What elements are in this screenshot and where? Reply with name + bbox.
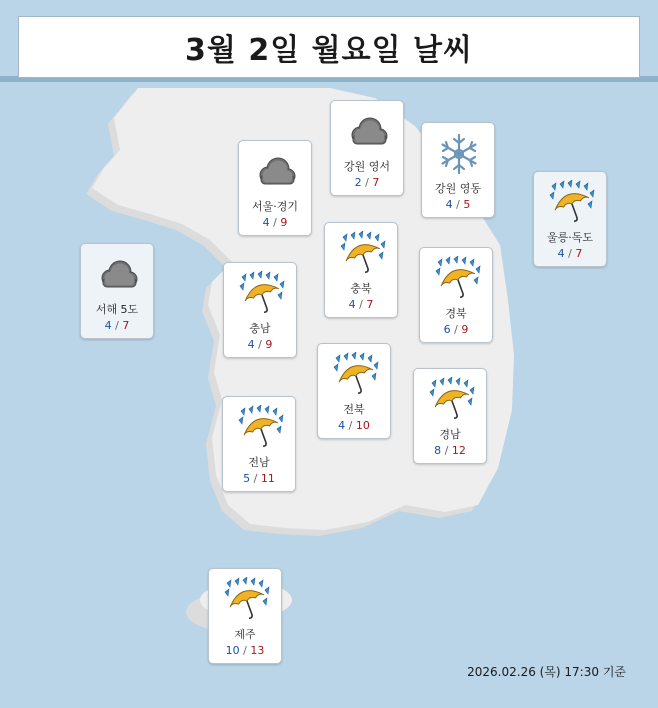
temp-separator: /	[365, 176, 369, 189]
region-temps	[224, 338, 296, 351]
low-temp: 4	[247, 338, 255, 351]
rain-umbrella-icon	[337, 231, 387, 277]
rain-umbrella-icon	[236, 271, 286, 317]
region-temps	[318, 419, 390, 432]
region-card-gyeongnam	[413, 368, 487, 464]
region-card-ulleung-dokdo	[533, 171, 607, 267]
snowflake-icon	[434, 131, 484, 177]
region-name: 울릉·독도	[546, 231, 593, 244]
region-temps	[331, 176, 403, 189]
low-temp: 4	[445, 198, 453, 211]
region-temps	[534, 247, 606, 260]
region-name: 충남	[249, 322, 271, 335]
region-temps	[223, 472, 295, 485]
rain-umbrella-icon	[432, 256, 482, 302]
region-card-jeju	[208, 568, 282, 664]
low-temp: 4	[557, 247, 565, 260]
temp-separator: /	[243, 644, 247, 657]
low-temp: 4	[338, 419, 346, 432]
low-temp: 2	[354, 176, 362, 189]
high-temp: 9	[265, 338, 273, 351]
region-temps	[325, 298, 397, 311]
region-temps	[209, 644, 281, 657]
high-temp: 5	[463, 198, 471, 211]
high-temp: 7	[575, 247, 583, 260]
region-name: 제주	[234, 628, 256, 641]
high-temp: 7	[372, 176, 380, 189]
temp-separator: /	[115, 319, 119, 332]
region-card-jeonnam	[222, 396, 296, 492]
rain-umbrella-icon	[330, 352, 380, 398]
region-name: 강원 영동	[434, 182, 481, 195]
rain-umbrella-icon	[221, 577, 271, 623]
temp-separator: /	[253, 472, 258, 485]
cloud-icon	[343, 109, 393, 155]
page-title: 3월 2일 월요일 날씨	[185, 33, 473, 68]
high-temp: 13	[250, 644, 265, 657]
region-card-gangwon-yeongseo	[330, 100, 404, 196]
region-card-seohae-5do	[80, 243, 154, 339]
high-temp: 10	[355, 419, 370, 432]
region-name: 충북	[350, 282, 372, 295]
low-temp: 6	[443, 323, 451, 336]
rain-umbrella-icon	[426, 377, 476, 423]
region-temps	[239, 216, 311, 229]
high-temp: 7	[366, 298, 374, 311]
high-temp: 9	[461, 323, 469, 336]
region-name: 서해 5도	[95, 303, 139, 316]
region-temps	[414, 444, 486, 457]
low-temp: 8	[434, 444, 442, 457]
low-temp: 10	[225, 644, 240, 657]
low-temp: 4	[348, 298, 356, 311]
temp-separator: /	[348, 419, 353, 432]
region-card-jeonbuk	[317, 343, 391, 439]
region-card-chungnam	[223, 262, 297, 358]
cloud-icon	[251, 149, 301, 195]
temp-separator: /	[359, 298, 363, 311]
rain-umbrella-icon	[235, 405, 285, 451]
region-temps	[420, 323, 492, 336]
rain-umbrella-icon	[546, 180, 596, 226]
region-card-gangwon-yeongdong	[421, 122, 495, 218]
low-temp: 4	[262, 216, 270, 229]
region-name: 경북	[445, 307, 467, 320]
region-card-chungbuk	[324, 222, 398, 318]
region-temps	[422, 198, 494, 211]
temp-separator: /	[444, 444, 449, 457]
high-temp: 9	[280, 216, 288, 229]
temp-separator: /	[568, 247, 572, 260]
region-name: 전북	[343, 403, 365, 416]
low-temp: 5	[243, 472, 251, 485]
region-name: 전남	[248, 456, 270, 469]
region-name: 서울·경기	[251, 200, 298, 213]
high-temp: 12	[451, 444, 466, 457]
temp-separator: /	[456, 198, 460, 211]
temp-separator: /	[273, 216, 277, 229]
region-name: 경남	[439, 428, 461, 441]
title-bar	[18, 16, 640, 78]
high-temp: 7	[122, 319, 130, 332]
region-card-seoul-gyeonggi	[238, 140, 312, 236]
low-temp: 4	[104, 319, 112, 332]
temp-separator: /	[454, 323, 458, 336]
timestamp: 2026.02.26 (목) 17:30 기준	[467, 665, 626, 679]
temp-separator: /	[258, 338, 262, 351]
high-temp: 11	[260, 472, 275, 485]
region-temps	[81, 319, 153, 332]
region-card-gyeongbuk	[419, 247, 493, 343]
cloud-icon	[93, 252, 143, 298]
region-name: 강원 영서	[343, 160, 390, 173]
